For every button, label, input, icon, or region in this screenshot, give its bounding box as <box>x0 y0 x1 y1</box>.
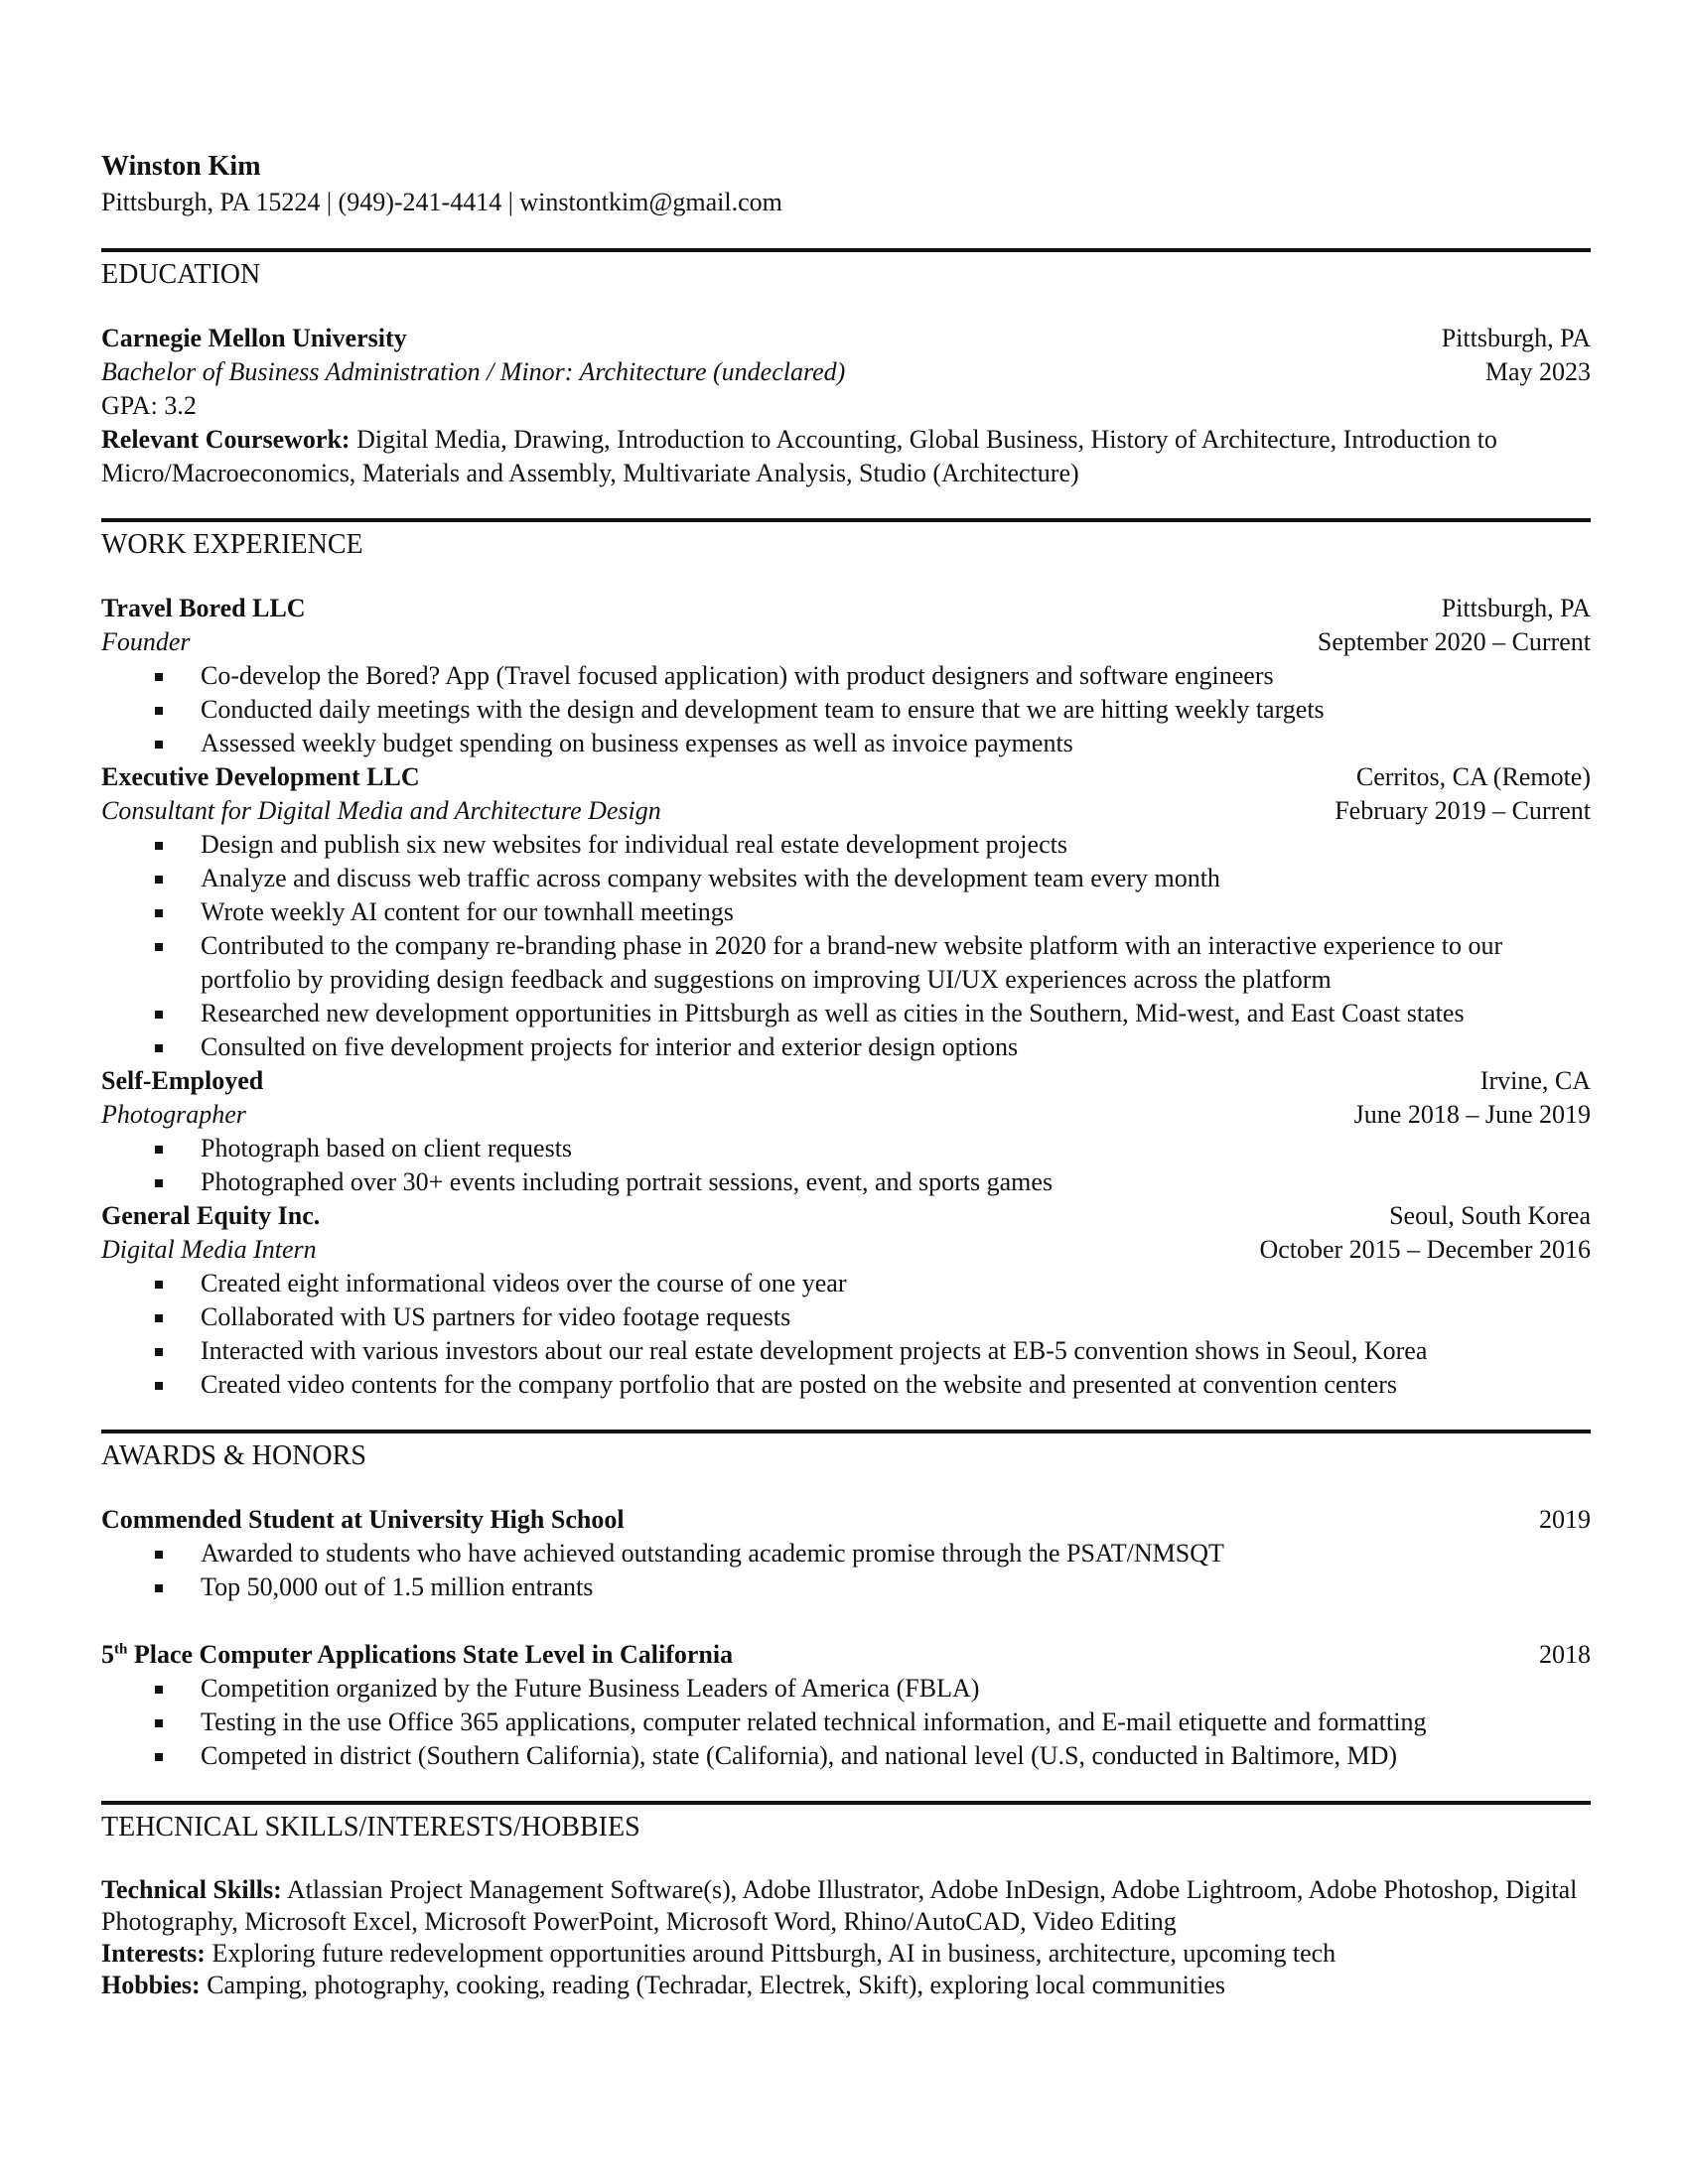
bullet-text: Competition organized by the Future Business Leaders of America (FBLA) <box>201 1674 980 1703</box>
company-name: Executive Development LLC <box>101 762 420 791</box>
job-date: February 2019 – Current <box>1335 796 1591 825</box>
bullet-item <box>201 1537 1591 1570</box>
company-name: Self-Employed <box>101 1066 264 1095</box>
bullet-text: Wrote weekly AI content for our townhall meetings <box>201 897 734 926</box>
bullet-item <box>201 1267 1591 1300</box>
bullet-item <box>201 1030 1591 1064</box>
bullet-text: Created eight informational videos over the course of one year <box>201 1269 847 1297</box>
bullet-text: Photograph based on client requests <box>201 1134 573 1162</box>
bullet-item <box>201 929 1591 997</box>
education-section <box>101 248 1591 490</box>
job-title: Digital Media Intern <box>101 1235 317 1264</box>
award-year: 2018 <box>1539 1640 1591 1669</box>
graduation-date: May 2023 <box>1484 357 1591 386</box>
job-title: Consultant for Digital Media and Architecture Design <box>101 796 661 825</box>
job-bullets <box>101 828 1591 1064</box>
technical-skills-label: Technical Skills: <box>101 1875 282 1904</box>
bullet-item <box>201 727 1591 760</box>
job-bullets <box>101 1267 1591 1402</box>
awards-section <box>101 1430 1591 1773</box>
gpa: GPA: 3.2 <box>101 391 197 420</box>
education-degree-row <box>101 355 1591 389</box>
job-entry <box>101 760 1591 1064</box>
award-entry <box>101 1638 1591 1773</box>
bullet-item <box>201 895 1591 929</box>
bullet-item <box>201 1672 1591 1706</box>
bullet-text: Consulted on five development projects for interior and exterior design options <box>201 1032 1019 1061</box>
award-header <box>101 1638 1591 1672</box>
interests-label: Interests: <box>101 1939 206 1968</box>
job-entry <box>101 1064 1591 1199</box>
award-header <box>101 1503 1591 1537</box>
bullet-text: Assessed weekly budget spending on business expenses as well as invoice payments <box>201 729 1073 757</box>
interests-list: Exploring future redevelopment opportunities around Pittsburgh, AI in business, architecture, upcoming tech <box>205 1939 1336 1968</box>
bullet-item <box>201 862 1591 895</box>
bullet-text: Created video contents for the company portfolio that are posted on the website and presented at convention centers <box>201 1370 1397 1399</box>
job-subheader <box>101 625 1591 659</box>
bullet-text: Analyze and discuss web traffic across company websites with the development team every month <box>201 864 1220 892</box>
job-location: Seoul, South Korea <box>1389 1201 1591 1230</box>
bullet-item <box>201 1368 1591 1402</box>
job-location: Pittsburgh, PA <box>1441 594 1591 622</box>
job-date: June 2018 – June 2019 <box>1353 1100 1591 1129</box>
work-section <box>101 518 1591 1402</box>
award-year: 2019 <box>1539 1505 1591 1534</box>
award-entry <box>101 1503 1591 1604</box>
bullet-item <box>201 1706 1591 1739</box>
company-name: Travel Bored LLC <box>101 594 306 622</box>
skills-section <box>101 1801 1591 2001</box>
resume-page <box>101 149 1591 2001</box>
coursework-list: Digital Media, Drawing, Introduction to Accounting, Global Business, History of Architecture, Introduction to Micro/Macroeconomics, Materials and Assembly, Multivariate Analysis, Studio (Architecture) <box>101 425 1497 487</box>
award-title: Commended Student at University High School <box>101 1505 625 1534</box>
job-bullets <box>101 1132 1591 1199</box>
candidate-name: Winston Kim <box>101 151 261 182</box>
job-title: Founder <box>101 627 191 656</box>
school-name: Carnegie Mellon University <box>101 324 407 352</box>
company-name: General Equity Inc. <box>101 1201 321 1230</box>
bullet-item <box>201 693 1591 727</box>
bullet-item <box>201 1165 1591 1199</box>
bullet-text: Testing in the use Office 365 applications, computer related technical information, and E-mail etiquette and formatting <box>201 1707 1427 1736</box>
bullet-text: Conducted daily meetings with the design and development team to ensure that we are hitting weekly targets <box>201 695 1325 724</box>
bullet-item <box>201 1334 1591 1368</box>
award-title-rest: Place Computer Applications State Level in California <box>127 1640 734 1669</box>
bullet-text: Design and publish six new websites for individual real estate development projects <box>201 830 1067 859</box>
award-bullets <box>101 1537 1591 1604</box>
bullet-item <box>201 1300 1591 1334</box>
job-header <box>101 1064 1591 1098</box>
interests <box>101 1938 1591 1970</box>
degree: Bachelor of Business Administration / Minor: Architecture (undeclared) <box>101 357 846 386</box>
job-title: Photographer <box>101 1100 246 1129</box>
job-entry <box>101 1199 1591 1402</box>
job-bullets <box>101 659 1591 760</box>
bullet-item <box>201 1570 1591 1604</box>
award-bullets <box>101 1672 1591 1773</box>
skills-heading: TEHCNICAL SKILLS/INTERESTS/HOBBIES <box>101 1801 1591 1846</box>
technical-skills <box>101 1874 1591 1938</box>
bullet-text: Contributed to the company re-branding phase in 2020 for a brand-new website platform with an interactive experience to our portfolio by providing design feedback and suggestions on improving UI/UX experiences across the platform <box>201 931 1503 994</box>
bullet-item <box>201 997 1591 1030</box>
job-header <box>101 1199 1591 1233</box>
award-title-number: 5 <box>101 1640 114 1669</box>
job-header <box>101 760 1591 794</box>
bullet-text: Collaborated with US partners for video footage requests <box>201 1302 791 1331</box>
job-subheader <box>101 1098 1591 1132</box>
bullet-text: Photographed over 30+ events including portrait sessions, event, and sports games <box>201 1167 1054 1196</box>
award-title-ordinal: th <box>114 1641 128 1658</box>
job-location: Irvine, CA <box>1479 1066 1591 1095</box>
awards-heading: AWARDS & HONORS <box>101 1430 1591 1475</box>
bullet-text: Top 50,000 out of 1.5 million entrants <box>201 1572 594 1601</box>
bullet-text: Awarded to students who have achieved outstanding academic promise through the PSAT/NMSQT <box>201 1539 1224 1568</box>
school-location: Pittsburgh, PA <box>1441 324 1591 352</box>
hobbies <box>101 1970 1591 2001</box>
bullet-item <box>201 659 1591 693</box>
coursework <box>101 423 1591 490</box>
bullet-text: Co-develop the Bored? App (Travel focused application) with product designers and software engineers <box>201 661 1274 690</box>
award-title <box>101 1638 733 1672</box>
work-heading: WORK EXPERIENCE <box>101 518 1591 564</box>
hobbies-label: Hobbies: <box>101 1971 201 1999</box>
bullet-text: Interacted with various investors about our real estate development projects at EB-5 convention shows in Seoul, Korea <box>201 1336 1428 1365</box>
job-date: September 2020 – Current <box>1317 627 1591 656</box>
job-header <box>101 592 1591 625</box>
job-subheader <box>101 794 1591 828</box>
contact-line: Pittsburgh, PA 15224 | (949)-241-4414 | winstontkim@gmail.com <box>101 188 782 216</box>
bullet-item <box>201 1132 1591 1165</box>
job-date: October 2015 – December 2016 <box>1259 1235 1591 1264</box>
job-entry <box>101 592 1591 760</box>
coursework-label: Relevant Coursework: <box>101 425 351 454</box>
bullet-text: Competed in district (Southern California), state (California), and national level (U.S, conducted in Baltimore, MD) <box>201 1741 1398 1770</box>
hobbies-list: Camping, photography, cooking, reading (Techradar, Electrek, Skift), exploring local communities <box>200 1971 1225 1999</box>
education-school-row <box>101 322 1591 355</box>
bullet-item <box>201 828 1591 862</box>
bullet-text: Researched new development opportunities in Pittsburgh as well as cities in the Southern, Mid-west, and East Coast states <box>201 999 1465 1027</box>
job-location: Cerritos, CA (Remote) <box>1355 762 1591 791</box>
bullet-item <box>201 1739 1591 1773</box>
job-subheader <box>101 1233 1591 1267</box>
technical-skills-list: Atlassian Project Management Software(s), Adobe Illustrator, Adobe InDesign, Adobe Lightroom, Adobe Photoshop, Digital Photography, Microsoft Excel, Microsoft PowerPoint, Microsoft Word, Rhino/AutoCAD, Video Editing <box>101 1875 1578 1936</box>
education-heading: EDUCATION <box>101 248 1591 294</box>
